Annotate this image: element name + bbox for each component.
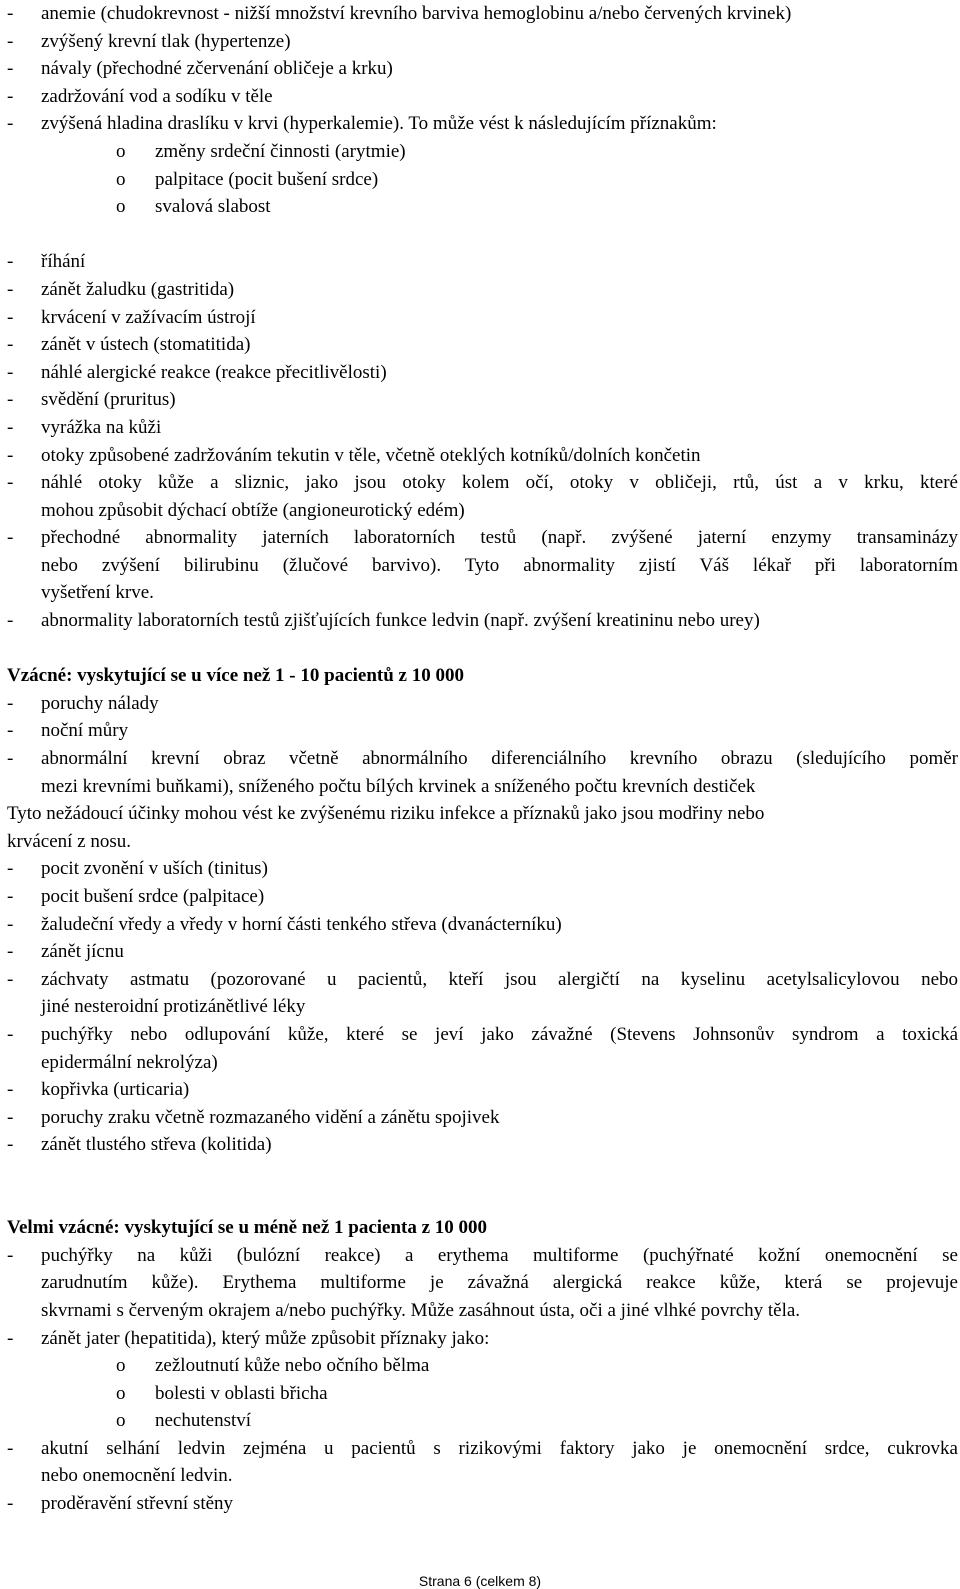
list-item-continuation: skvrnami s červeným okrajem a/nebo puchýřky. Může zasáhnout ústa, oči a jiné vlhké povrchy těla.	[41, 1299, 801, 1321]
spacer	[7, 1159, 958, 1187]
list-item: - anemie (chudokrevnost - nižší množství krevního barviva hemoglobinu a/nebo červených krvinek)	[7, 3, 792, 24]
list-item: - zánět jícnu	[7, 941, 124, 963]
list-item: - poruchy zraku včetně rozmazaného vidění a zánětu spojivek	[7, 1106, 500, 1128]
sub-list-item: o bolesti v oblasti břicha	[116, 1382, 328, 1404]
list-item: - kopřivka (urticaria)	[7, 1079, 190, 1101]
list-item: - krvácení v zažívacím ústrojí	[7, 306, 256, 328]
sub-list-item: o nechutenství	[116, 1410, 252, 1432]
list-item: - vyrážka na kůži	[7, 416, 162, 438]
list-item: - pocit bušení srdce (palpitace)	[7, 886, 265, 907]
list-item: - zánět v ústech (stomatitida)	[7, 334, 251, 356]
list-item: - přechodné abnormality jaterních laboratorních testů (např. zvýšené jaterní enzymy transaminázy	[7, 527, 958, 549]
list-item: - náhlé otoky kůže a sliznic, jako jsou otoky kolem očí, otoky v obličeji, rtů, úst a v krku, které	[7, 472, 958, 494]
sub-list-item: o palpitace (pocit bušení srdce)	[116, 168, 379, 190]
list-item: - zánět žaludku (gastritida)	[7, 278, 235, 300]
spacer	[7, 221, 958, 249]
list-item: - návaly (přechodné zčervenání obličeje a krku)	[7, 58, 393, 80]
list-item-continuation: epidermální nekrolýza)	[41, 1051, 218, 1073]
sub-list-item: o zežloutnutí kůže nebo očního bělma	[116, 1355, 430, 1377]
list-item: - pocit zvonění v uších (tinitus)	[7, 858, 268, 880]
list-item: - proděravění střevní stěny	[7, 1493, 234, 1515]
list-item: - poruchy nálady	[7, 692, 159, 714]
section-heading-rare: Vzácné: vyskytující se u více než 1 - 10 pacientů z 10 000	[7, 665, 464, 687]
list-item: - abnormální krevní obraz včetně abnormálního diferenciálního krevního obrazu (sledujícího poměr	[7, 748, 958, 770]
list-item: - zadržování vod a sodíku v těle	[7, 85, 273, 107]
paragraph: krvácení z nosu.	[7, 830, 131, 852]
list-item-continuation: jiné nesteroidní protizánětlivé léky	[41, 996, 306, 1018]
sub-list-item: o svalová slabost	[116, 196, 271, 218]
page-footer: Strana 6 (celkem 8)	[418, 1573, 542, 1589]
spacer	[7, 635, 958, 663]
list-item: - žaludeční vředy a vředy v horní části tenkého střeva (dvanácterníku)	[7, 913, 562, 935]
list-item: - puchýřky nebo odlupování kůže, které se jeví jako závažné (Stevens Johnsonův syndrom a toxická	[7, 1023, 958, 1045]
list-item: - záchvaty astmatu (pozorované u pacientů, kteří jsou alergičtí na kyselinu acetylsalicylovou nebo	[7, 968, 958, 990]
list-item: - puchýřky na kůži (bulózní reakce) a erythema multiforme (puchýřnaté kožní onemocnění se	[7, 1244, 958, 1266]
list-item: - noční můry	[7, 720, 129, 742]
list-item: - náhlé alergické reakce (reakce přecitlivělosti)	[7, 361, 387, 383]
spacer	[7, 1187, 958, 1215]
sub-list-item: o změny srdeční činnosti (arytmie)	[116, 140, 406, 162]
list-item: - zvýšená hladina draslíku v krvi (hyperkalemie). To může vést k následujícím příznakům:	[7, 113, 717, 135]
paragraph: Tyto nežádoucí účinky mohou vést ke zvýšenému riziku infekce a příznaků jako jsou modřiny nebo	[7, 803, 765, 825]
list-item: - svědění (pruritus)	[7, 389, 176, 411]
section-heading-very-rare: Velmi vzácné: vyskytující se u méně než 1 pacienta z 10 000	[7, 1217, 488, 1239]
list-item: - otoky způsobené zadržováním tekutin v těle, včetně oteklých kotníků/dolních končetin	[7, 444, 701, 466]
list-item-continuation: nebo zvýšení bilirubinu (žlučové barvivo). Tyto abnormality zjistí Váš lékař při laboratorním	[41, 554, 958, 576]
list-item: - abnormality laboratorních testů zjišťujících funkce ledvin (např. zvýšení kreatininu nebo urey)	[7, 610, 760, 632]
list-item: - zánět tlustého střeva (kolitida)	[7, 1134, 272, 1156]
list-item-continuation: vyšetření krve.	[41, 582, 154, 604]
list-item: - zánět jater (hepatitida), který může způsobit příznaky jako:	[7, 1327, 490, 1349]
list-item-continuation: mohou způsobit dýchací obtíže (angioneurotický edém)	[41, 499, 465, 521]
list-item: - říhání	[7, 251, 86, 273]
list-item-continuation: mezi krevními buňkami), sníženého počtu bílých krvinek a sníženého počtu krevních destiček	[41, 775, 756, 797]
list-item: - akutní selhání ledvin zejména u pacientů s rizikovými faktory jako je onemocnění srdce, cukrovka	[7, 1437, 958, 1459]
list-item: - zvýšený krevní tlak (hypertenze)	[7, 30, 291, 52]
list-item-continuation: nebo onemocnění ledvin.	[41, 1465, 233, 1487]
list-item-continuation: zarudnutím kůže). Erythema multiforme je závažná alergická reakce kůže, která se projevuje	[41, 1272, 958, 1294]
document-page	[7, 0, 958, 1518]
